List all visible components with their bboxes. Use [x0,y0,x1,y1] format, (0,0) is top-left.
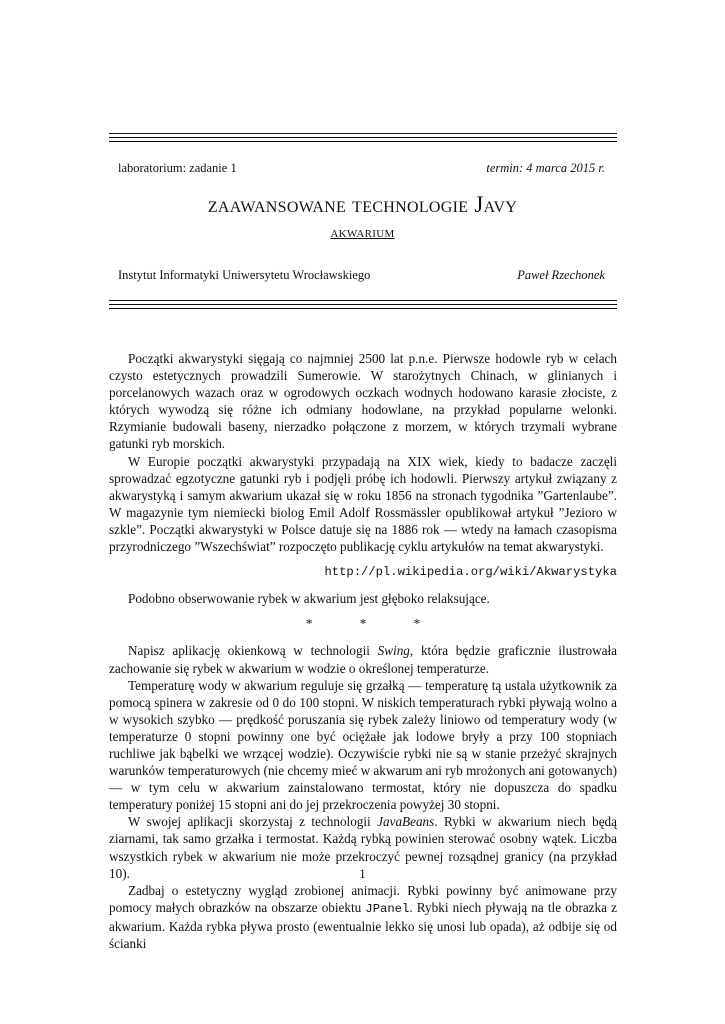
task-p3-text-a: W swojej aplikacji skorzystaj z technologii [128,814,378,830]
bottom-rule-3 [109,308,617,309]
section-separator: * * * [305,616,443,632]
task-paragraph-4 [109,882,617,952]
deadline: termin: 4 marca 2015 r. [486,161,605,175]
page-subtitle: AKWARIUM [330,228,395,240]
top-rule-3 [109,141,617,142]
task-p4-text-b: . Rybki niech pływają na tle obrazka z akwarium. Każda rybka pływa prosto (ewentualnie lekko się unosi lub opada), aż odbije się od ścianki [109,899,617,951]
body-text [109,350,617,952]
task-p4-text-a: Zadbaj o estetyczny wygląd zrobionej animacji. Rybki powinny być animowane przy pomocy małych obrazków na obszarze obiektu [109,882,617,915]
intro-paragraph-1: Początki akwarystyki sięgają co najmniej 2500 lat p.n.e. Pierwsze hodowle ryb w celach czysto estetycznych prowadzili Sumerowie. W starożytnych Chinach, w glinianych i porcelanowych wazach oraz w ogrodowych oczkach wodnych hodowano karasie złociste, z których wywodzą się różne ich odmiany hodowlane, na przykład popularne welonki. Rzymianie budowali baseny, nierzadko połączone z morzem, w których trzymali wybrane gatunki ryb morskich. [109,351,617,452]
page-number: 1 [359,866,366,881]
source-url: http://pl.wikipedia.org/wiki/Akwarystyka [324,565,617,580]
top-rule-1 [109,133,617,134]
task-paragraph-1 [109,642,617,676]
task-p3-text-b: . Rybki w akwarium niech będą ziarnami, tak samo grzałka i termostat. Każdą rybką powinien sterować osobny wątek. Liczba wszystkich rybek w akwarium nie może przekroczyć pewnej rozsądnej granicy (na przykład 10). [109,814,618,881]
bottom-rule-2 [109,304,617,305]
page-title: zaawansowane technologie Javy [207,192,518,217]
top-rule-2 [109,137,617,138]
institution: Instytut Informatyki Uniwersytetu Wrocławskiego [118,268,371,282]
task-p4-code: JPanel [365,901,410,916]
task-paragraph-2: Temperaturę wody w akwarium reguluje się grzałką — temperaturę tą ustala użytkownik za pomocą spinera w zakresie od 0 do 100 stopni. W niskich temperaturach rybki pływają wolno a w wysokich szybko — prędkość poruszania się rybek zależy liniowo od temperatury wody (w temperaturze 0 stopni powinny one być ociężałe jak lodowe bryły a przy 100 stopniach ruchliwe jak bąbelki we wrzącej wodzie). Oczywiście rybki nie są w stanie przeżyć skrajnych warunków temperaturowych (nie chcemy mieć w akwarum ani ryb mrożonych ani gotowanych) — w tym celu w akwarium zainstalowano termostat, który nie dopuszcza do spadku temperatury poniżej 15 stopni ani do jej przekroczenia powyżej 30 stopni. [109,677,617,813]
task-p1-emphasis: Swing [377,643,410,659]
task-p1-text-b: , która będzie graficznie ilustrowała zachowanie się rybek w akwarium w wodzie o określonej temperaturze. [109,643,617,676]
lab-label: laboratorium: zadanie 1 [118,161,237,175]
task-p1-text-a: Napisz aplikację okienkową w technologii [128,643,378,659]
task-p3-emphasis: JavaBeans [377,814,435,830]
intro-paragraph-3: Podobno obserwowanie rybek w akwarium jest głęboko relaksujące. [128,591,490,607]
bottom-rule-1 [109,300,617,301]
author: Paweł Rzechonek [517,268,605,282]
intro-paragraph-2: W Europie początki akwarystyki przypadają na XIX wiek, kiedy to badacze zaczęli sprowadzać egzotyczne gatunki ryb i podjęli próbę ich hodowli. Pierwszy artykuł związany z akwarystyką i samym akwarium ukazał się w roku 1856 na stronach tygodnika ”Gartenlaube”. W magazynie tym niemiecki biolog Emil Adolf Rossmässler opublikował artykuł ”Jezioro w szkle”. Początki akwarystyki w Polsce datuje się na 1886 rok — wtedy na łamach czasopisma przyrodniczego ”Wszechświat” rozpoczęto publikację cyklu artykułów na temat akwarystyki. [109,453,617,555]
